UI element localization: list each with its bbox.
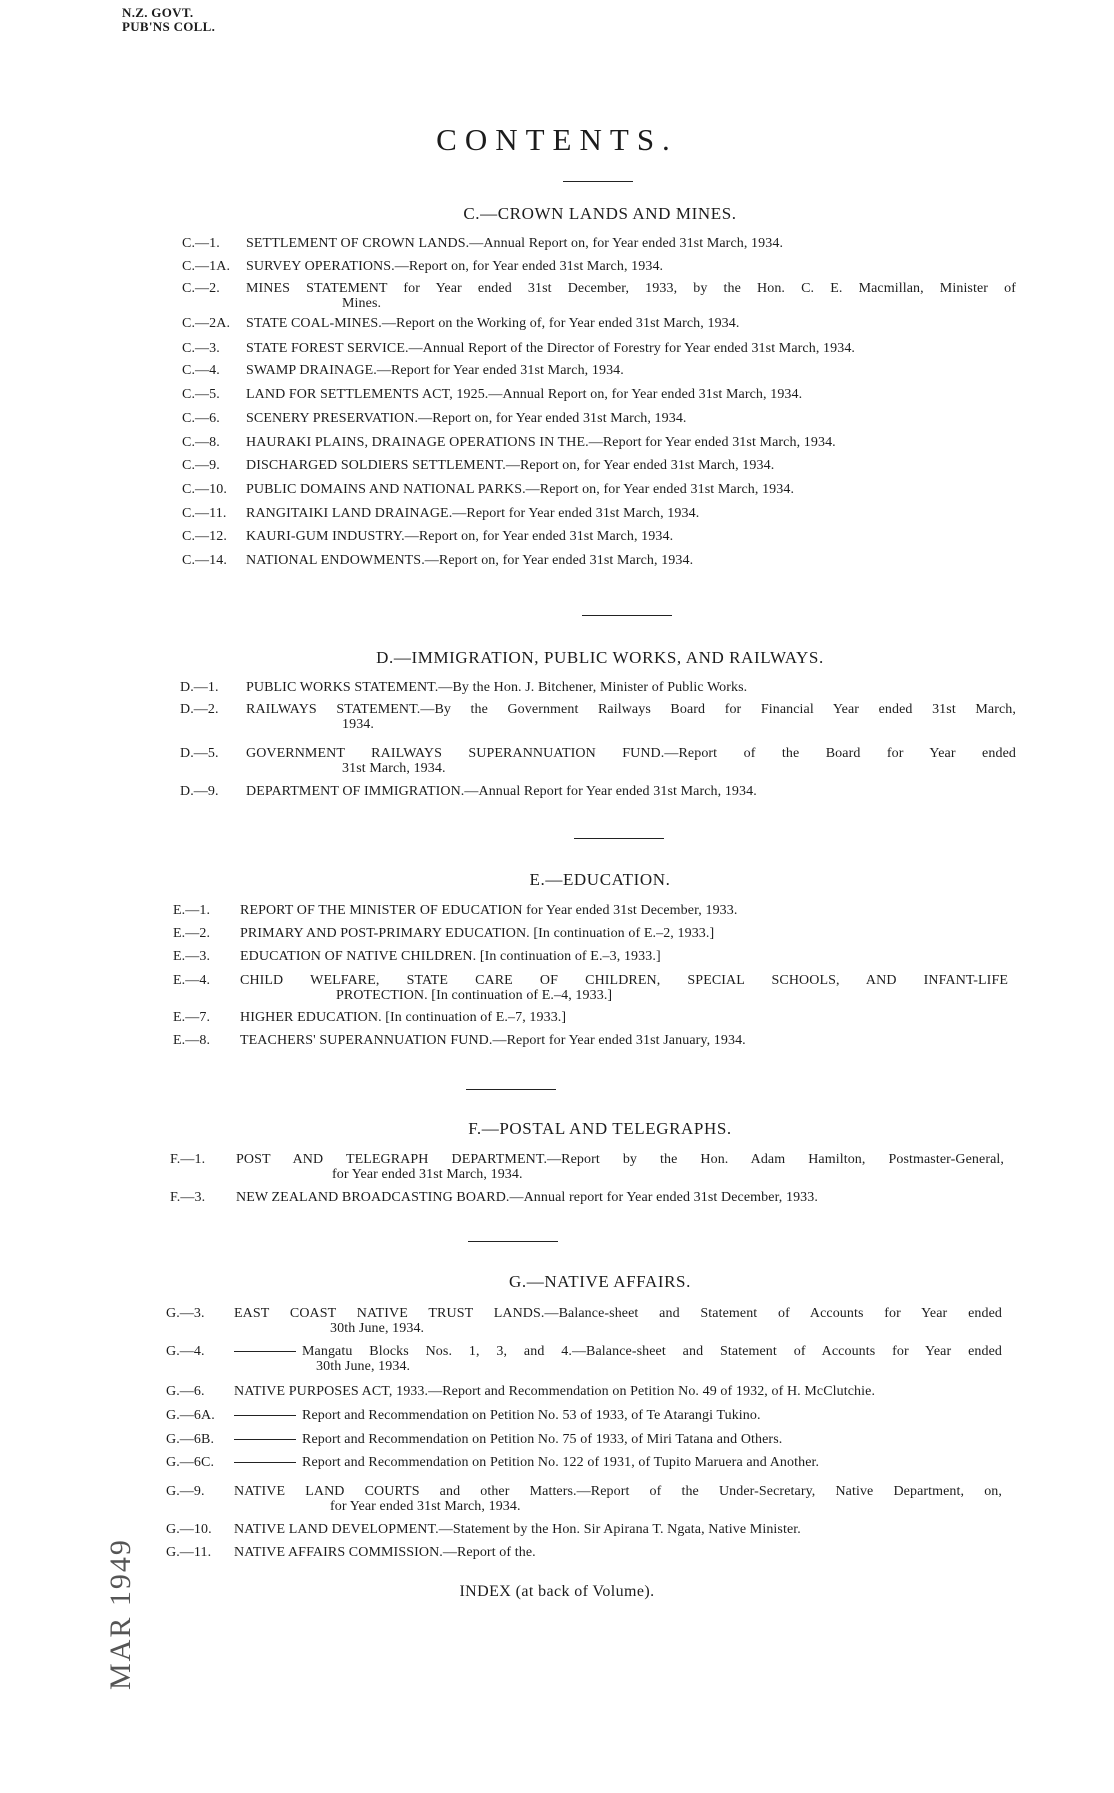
stamp-line-2: PUB'NS COLL.: [122, 19, 216, 34]
library-stamp: [122, 6, 215, 34]
title-rule: [563, 181, 633, 182]
entry-code: F.—1.: [170, 1152, 206, 1167]
entry-code: D.—5.: [180, 746, 219, 761]
entry-text: NATIVE LAND COURTS and other Matters.—Report of the Under-Secretary, Native Department, on, for Year ended 31st March, 1934.: [234, 1484, 1002, 1514]
entry-code: G.—6C.: [166, 1455, 215, 1470]
entry-text: PRIMARY AND POST-PRIMARY EDUCATION. [In continuation of E.–2, 1933.]: [240, 926, 715, 941]
entry-code: E.—1.: [173, 903, 211, 918]
entry-text: LAND FOR SETTLEMENTS ACT, 1925.—Annual Report on, for Year ended 31st March, 1934.: [246, 387, 803, 402]
entry-text: STATE FOREST SERVICE.—Annual Report of the Director of Forestry for Year ended 31st March, 1934.: [246, 341, 856, 356]
entry-text: EDUCATION OF NATIVE CHILDREN. [In continuation of E.–3, 1933.]: [240, 949, 661, 964]
entry-code: C.—5.: [182, 387, 220, 402]
ditto-dash: [234, 1415, 296, 1416]
entry-code: G.—6.: [166, 1384, 205, 1399]
entry-text: NATIONAL ENDOWMENTS.—Report on, for Year ended 31st March, 1934.: [246, 553, 694, 568]
entry-code: G.—6B.: [166, 1432, 215, 1447]
entry-code: C.—11.: [182, 506, 227, 521]
entry-text: PUBLIC WORKS STATEMENT.—By the Hon. J. Bitchener, Minister of Public Works.: [246, 680, 748, 695]
entry-code: D.—9.: [180, 784, 219, 799]
entry-text: Report and Recommendation on Petition No. 75 of 1933, of Miri Tatana and Others.: [234, 1432, 1002, 1447]
entry-code: C.—8.: [182, 435, 220, 450]
entry-text: KAURI-GUM INDUSTRY.—Report on, for Year ended 31st March, 1934.: [246, 529, 674, 544]
section-rule: [582, 615, 672, 616]
entry-text: TEACHERS' SUPERANNUATION FUND.—Report for Year ended 31st January, 1934.: [240, 1033, 746, 1048]
entry-code: E.—7.: [173, 1010, 211, 1025]
entry-code: C.—6.: [182, 411, 220, 426]
entry-text: RANGITAIKI LAND DRAINAGE.—Report for Year ended 31st March, 1934.: [246, 506, 700, 521]
entry-text: DISCHARGED SOLDIERS SETTLEMENT.—Report on, for Year ended 31st March, 1934.: [246, 458, 775, 473]
entry-code: E.—4.: [173, 973, 211, 988]
entry-continuation: 1934.: [342, 717, 374, 732]
entry-code: D.—1.: [180, 680, 219, 695]
entry-text: CHILD WELFARE, STATE CARE OF CHILDREN, SPECIAL SCHOOLS, AND INFANT-LIFE PROTECTION. [In continuation of E.–4, 1933.]: [240, 973, 1008, 1003]
entry-code: G.—6A.: [166, 1408, 215, 1423]
entry-code: G.—11.: [166, 1545, 212, 1560]
section-heading: C.—CROWN LANDS AND MINES.: [463, 204, 737, 223]
entry-text: GOVERNMENT RAILWAYS SUPERANNUATION FUND.—Report of the Board for Year ended 31st March, 1934.: [246, 746, 1016, 776]
entry-code: C.—1A.: [182, 259, 231, 274]
entry-continuation: for Year ended 31st March, 1934.: [332, 1167, 523, 1182]
entry-text: DEPARTMENT OF IMMIGRATION.—Annual Report for Year ended 31st March, 1934.: [246, 784, 757, 799]
entry-code: G.—10.: [166, 1522, 212, 1537]
entry-continuation: 30th June, 1934.: [316, 1359, 411, 1374]
entry-text: RAILWAYS STATEMENT.—By the Government Railways Board for Financial Year ended 31st March, 1934.: [246, 702, 1016, 732]
entry-code: G.—9.: [166, 1484, 205, 1499]
entry-code: C.—14.: [182, 553, 227, 568]
entry-text: Mangatu Blocks Nos. 1, 3, and 4.—Balance-sheet and Statement of Accounts for Year ended 30th June, 1934.: [234, 1344, 1002, 1374]
entry-continuation: for Year ended 31st March, 1934.: [330, 1499, 521, 1514]
entry-text: SCENERY PRESERVATION.—Report on, for Year ended 31st March, 1934.: [246, 411, 687, 426]
entry-code: F.—3.: [170, 1190, 206, 1205]
entry-continuation: Mines.: [342, 296, 382, 311]
section-rule: [468, 1241, 558, 1242]
entry-code: C.—4.: [182, 363, 220, 378]
entry-code: C.—1.: [182, 236, 220, 251]
entry-text: HAURAKI PLAINS, DRAINAGE OPERATIONS IN THE.—Report for Year ended 31st March, 1934.: [246, 435, 836, 450]
entry-text: NATIVE LAND DEVELOPMENT.—Statement by the Hon. Sir Apirana T. Ngata, Native Minister.: [234, 1522, 801, 1537]
section-heading: F.—POSTAL AND TELEGRAPHS.: [468, 1119, 732, 1138]
entry-text: SETTLEMENT OF CROWN LANDS.—Annual Report on, for Year ended 31st March, 1934.: [246, 236, 784, 251]
entry-text: Report and Recommendation on Petition No. 122 of 1931, of Tupito Maruera and Another.: [234, 1455, 1002, 1470]
section-heading: D.—IMMIGRATION, PUBLIC WORKS, AND RAILWAYS.: [376, 648, 824, 667]
entry-text: NATIVE PURPOSES ACT, 1933.—Report and Recommendation on Petition No. 49 of 1932, of H. McClutchie.: [234, 1384, 876, 1399]
entry-text: SWAMP DRAINAGE.—Report for Year ended 31st March, 1934.: [246, 363, 624, 378]
entry-text: NATIVE AFFAIRS COMMISSION.—Report of the.: [234, 1545, 536, 1560]
entry-code: C.—3.: [182, 341, 220, 356]
entry-code: C.—9.: [182, 458, 220, 473]
entry-code: C.—10.: [182, 482, 227, 497]
entry-continuation: 31st March, 1934.: [342, 761, 446, 776]
entry-code: G.—4.: [166, 1344, 205, 1359]
section-rule: [574, 838, 664, 839]
entry-code: C.—2.: [182, 281, 220, 296]
entry-code: C.—2A.: [182, 316, 231, 331]
entry-text: Report and Recommendation on Petition No. 53 of 1933, of Te Atarangi Tukino.: [234, 1408, 1002, 1423]
entry-text: HIGHER EDUCATION. [In continuation of E.–7, 1933.]: [240, 1010, 567, 1025]
section-rule: [466, 1089, 556, 1090]
entry-code: E.—8.: [173, 1033, 211, 1048]
ditto-dash: [234, 1439, 296, 1440]
date-stamp: MAR 1949: [104, 1538, 137, 1690]
section-heading: G.—NATIVE AFFAIRS.: [509, 1272, 691, 1291]
entry-code: E.—2.: [173, 926, 211, 941]
entry-text: REPORT OF THE MINISTER OF EDUCATION for Year ended 31st December, 1933.: [240, 903, 738, 918]
entry-continuation: 30th June, 1934.: [330, 1321, 425, 1336]
ditto-dash: [234, 1351, 296, 1352]
entry-text: PUBLIC DOMAINS AND NATIONAL PARKS.—Report on, for Year ended 31st March, 1934.: [246, 482, 795, 497]
entry-code: D.—2.: [180, 702, 219, 717]
entry-text: EAST COAST NATIVE TRUST LANDS.—Balance-sheet and Statement of Accounts for Year ended 30th June, 1934.: [234, 1306, 1002, 1336]
entry-code: E.—3.: [173, 949, 211, 964]
index-note: INDEX (at back of Volume).: [459, 1583, 655, 1600]
entry-text: STATE COAL-MINES.—Report on the Working of, for Year ended 31st March, 1934.: [246, 316, 740, 331]
entry-continuation: PROTECTION. [In continuation of E.–4, 1933.]: [336, 988, 613, 1003]
stamp-line-1: N.Z. GOVT.: [122, 5, 194, 20]
entry-code: C.—12.: [182, 529, 227, 544]
entry-text: SURVEY OPERATIONS.—Report on, for Year ended 31st March, 1934.: [246, 259, 664, 274]
entry-text: NEW ZEALAND BROADCASTING BOARD.—Annual report for Year ended 31st December, 1933.: [236, 1190, 818, 1205]
page-title: CONTENTS.: [436, 122, 678, 157]
section-heading: E.—EDUCATION.: [529, 870, 671, 889]
entry-text: MINES STATEMENT for Year ended 31st December, 1933, by the Hon. C. E. Macmillan, Minister of Mines.: [246, 281, 1016, 311]
entry-code: G.—3.: [166, 1306, 205, 1321]
entry-text: POST AND TELEGRAPH DEPARTMENT.—Report by the Hon. Adam Hamilton, Postmaster-General, for Year ended 31st March, 1934.: [236, 1152, 1004, 1182]
ditto-dash: [234, 1462, 296, 1463]
